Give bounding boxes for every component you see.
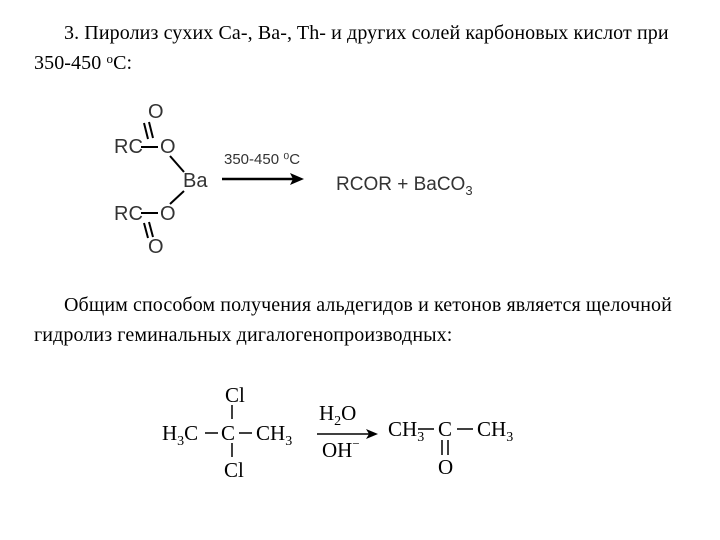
r2-prod-o: O xyxy=(438,455,454,479)
r2-prod-ch3-right-sub: 3 xyxy=(506,430,514,445)
r2-reagent-o: O xyxy=(341,401,357,425)
r1-ba: Ba xyxy=(183,170,208,192)
r2-reagent-bottom xyxy=(322,436,360,462)
r2-prod-ch3-right-ch: CH xyxy=(477,417,507,441)
r2-prod-c: C xyxy=(438,417,453,441)
r1-product-sub: 3 xyxy=(465,183,473,198)
r1-o-top: O xyxy=(148,101,164,123)
r2-reagent-top xyxy=(319,401,356,429)
r1-product-main: RCOR + BaCO xyxy=(336,174,466,195)
paragraph-hydrolysis-text: Общим способом получения альдегидов и кетонов является щелочной гидролиз геминальных дигалогенопроизводных: xyxy=(34,294,672,346)
r2-reagent-sub: 2 xyxy=(334,414,342,429)
r2-cl-top: Cl xyxy=(225,383,245,407)
r2-h3c-c: C xyxy=(184,421,199,445)
r2-ch3-right-sub: 3 xyxy=(285,434,293,449)
r2-ch3-right-ch: CH xyxy=(256,421,286,445)
degree-sup: o xyxy=(106,51,114,66)
r1-o-bottom: O xyxy=(148,236,164,258)
r1-rc-top: RC xyxy=(114,136,143,158)
paragraph-pyrolysis-text: 3. Пиролиз сухих Ca-, Ba-, Th- и других солей карбоновых кислот при 350-450 xyxy=(34,22,669,74)
r2-prod-ch3-left-ch: CH xyxy=(388,417,418,441)
r1-condition: 350-450 ⁰C xyxy=(224,151,301,168)
r2-h3c-h: H xyxy=(162,421,178,445)
r2-c-center: C xyxy=(221,421,236,445)
r2-cl-bottom: Cl xyxy=(224,458,244,482)
r2-prod-ch3-right xyxy=(477,417,513,445)
r2-ch3-right xyxy=(256,421,292,449)
r2-reagent-h: H xyxy=(319,401,335,425)
r1-o-mid-top: O xyxy=(160,136,176,158)
r2-prod-ch3-left xyxy=(388,417,424,445)
paragraph-pyrolysis-end: C: xyxy=(113,52,133,74)
r2-h3c-sub: 3 xyxy=(177,434,185,449)
r1-o-mid-bottom: O xyxy=(160,203,176,225)
r2-h3c xyxy=(162,421,198,449)
r2-reagent-minus: − xyxy=(352,436,360,451)
r1-rc-bottom: RC xyxy=(114,203,143,225)
r2-reagent-oh: OH xyxy=(322,438,353,462)
r2-prod-ch3-left-sub: 3 xyxy=(417,430,425,445)
